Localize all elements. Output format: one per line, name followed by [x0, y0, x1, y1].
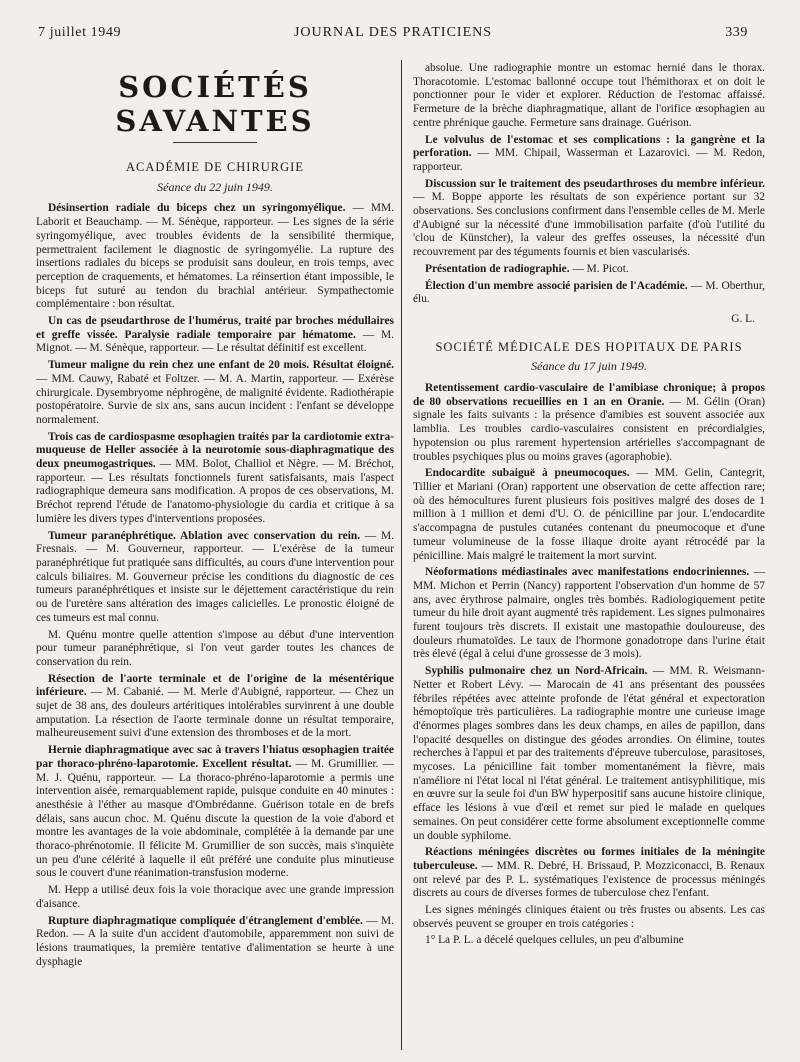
article-text: — M. Grumillier. — M. J. Quénu, rapporteur. — La thoraco-phréno-laparotomie a permis une intervention aisée, remarquablement rapide, puisque conduite en 40 minutes : anesthésie à l'éther au masque d'Ombrédanne. Guérison totale en de brefs délais, sans aucun choc. M. Quénu discute la question de la voie d'abord et montre les avantages de la voie abdominale, complétée à la demande par une thoraco-phrénotomie. Il félicite M. Grumillier de son succès, mais s'inquiète un peu d'une célérité à laquelle il eût préféré une conduite plus minutieuse sous le couvert d'une réanimation-transfusion moderne. — [36, 757, 395, 880]
article-paragraph — [413, 134, 765, 175]
article-text: — MM. Laborit et Beauchamp. — M. Sénèque, rapporteur. — Les signes de la série syringomyélique, avec troubles évidents de la sensibilité thermique, permettraient facilement le diagnostic de syringomyélie. La rupture des insertions radiales du biceps se produisit sans douleur, en trois temps, avec perception de craquements, et hématomes. La réinsertion étant impossible, le biceps fut suturé au tendon du brachial antérieur. Sympathectomie complémentaire : bon résultat. — [36, 202, 394, 311]
article-text: — MM. Gelin, Cantegrit, Tillier et Mariani (Oran) rapportent une observation de cette affection rare; où des hémocultures furent plusieurs fois positives malgré des doses de 1 million à 1 million et demi d'U. O. de pénicilline par jour. L'endocardite s'accompagna de pustules cutanées contenant du pneumocoque et d'une tumeur volumineuse de la fosse iliaque droite ayant rétrocédé par la pénicilline. Mais malgré le traitement la mort survint. — [413, 467, 765, 562]
societe-title: SOCIÉTÉ MÉDICALE DES HOPITAUX DE PARIS — [435, 339, 743, 354]
header-journal-title: JOURNAL DES PRATICIENS — [293, 25, 493, 40]
academie-title: ACADÉMIE DE CHIRURGIE — [126, 160, 304, 174]
article-paragraph — [413, 382, 765, 464]
article-paragraph — [413, 62, 765, 131]
article-title: Néoformations médiastinales avec manifestations endocriniennes. — [425, 566, 750, 579]
right-paragraphs-b — [413, 382, 765, 948]
article-paragraph — [413, 846, 765, 901]
article-title: Discussion sur le traitement des pseudarthroses du membre inférieur. — [425, 177, 765, 190]
header-date: 7 juillet 1949 — [38, 25, 122, 40]
article-title: Réactions méningées discrètes ou formes initiales de la méningite tuberculeuse. — [413, 846, 765, 872]
article-text: M. Quénu montre quelle attention s'impose au début d'une intervention pour tumeur paranéphrétique, si l'on veut garder toutes les chances de conservation du rein. — [36, 628, 394, 668]
article-paragraph — [413, 665, 765, 843]
article-text: — MM. Bolot, Challiol et Nègre. — M. Bréchot, rapporteur. — Les résultats fonctionnels furent satisfaisants, mais l'aspect radiographique demeura sans modification. A propos de ces observations, M. Bréchot reprend l'étude de l'anatomo-physiologie du cardia et critique à sa lumière les divers types d'interventions proposées. — [36, 458, 394, 525]
article-title: Résection de l'aorte terminale et de l'origine de la mésentérique inférieure. — [36, 672, 394, 699]
article-text: — M. Oberthur, élu. — [413, 279, 765, 306]
article-title: Hernie diaphragmatique avec sac à travers l'hiatus œsophagien traitée par thoraco-phréno-laparotomie. Excellent résultat. — [36, 744, 394, 770]
article-paragraph — [36, 431, 394, 527]
right-paragraphs-a — [413, 62, 765, 307]
article-title: Élection d'un membre associé parisien de l'Académie. — [425, 279, 688, 292]
article-paragraph — [36, 915, 394, 970]
article-paragraph — [36, 884, 394, 911]
article-text: 1° La P. L. a décelé quelques cellules, un peu d'albumine — [425, 934, 684, 947]
article-paragraph — [36, 530, 394, 626]
article-title: Rupture diaphragmatique compliquée d'étranglement d'emblée. — [48, 914, 363, 927]
article-text: — M. Fresnais. — M. Gouverneur, rapporteur. — L'exérèse de la tumeur paranéphrétique fut pratiquée sans difficultés, au cours d'une intervention pour calculs biliaires. M. Gouverneur précise les conditions du diagnostic de ces tumeurs paranéphrétiques et insiste sur le déjettement caractéristique du rein ou de l'uretère sans altération des images calicielles. Le pronostic éloigné de ces tumeurs est mal connu. — [36, 529, 395, 624]
societe-seance: Séance du 17 juin 1949. — [531, 359, 647, 374]
article-paragraph — [413, 280, 765, 307]
article-title: Retentissement cardio-vasculaire de l'amibiase chronique; à propos de 80 observations recueillies en 1 an en Oranie. — [413, 382, 765, 408]
article-title: Le volvulus de l'estomac et ses complications : la gangrène et la perforation. — [413, 133, 765, 160]
article-text: — MM. Michon et Perrin (Nancy) rapportent l'observation d'un homme de 57 ans, avec érythrose palmaire, ongles très bombés. Radiologiquement petite tumeur du hile droit ayant augmenté très rapidement. Les signes pulmonaires furent toujours très discrets. Il existait une mastopathie douloureuse, des douleurs rhumatoïdes. Le taux de l'hormone gonadotrope dans l'urine était très élevé (égal à celui d'une grossesse de 3 mois). — [413, 566, 765, 661]
article-title: Endocardite subaiguë à pneumocoques. — [425, 467, 630, 480]
article-title: Présentation de radiographie. — [425, 262, 570, 275]
signature: G. L. — [731, 312, 755, 325]
article-title: Désinsertion radiale du biceps chez un syringomyélique. — [48, 202, 346, 215]
article-paragraph — [36, 673, 394, 742]
article-text: — M. Boppe apporte les résultats de son expérience portant sur 32 observations. Ses conclusions confirment dans l'ensemble celles de M. Merle d'Aubigné sur la nécessité d'une immobilisation parfaite (d'où l'utilité du 'clou de Künstcher), la valeur des greffes osseuses, la nécessité d'un recouvrement par des téguments fournis et bien vascularisés. — [413, 191, 765, 259]
article-text: M. Hepp a utilisé deux fois la voie thoracique avec une grande impression d'aisance. — [36, 884, 394, 910]
title-rule — [173, 142, 257, 143]
article-text: absolue. Une radiographie montre un estomac hernié dans le thorax. Thoracotomie. L'estomac ballonné occupe tout l'hémithorax et on doit le ponctionner pour le vider et explorer. Réduction de l'estomac affaissé. Fermeture de la brèche diaphragmatique, allant de l'orifice œsophagien au centre phrénique gauche. Fermeture sans drainage. Guérison. — [413, 62, 765, 129]
left-paragraphs — [36, 202, 394, 969]
article-text: — M. Redon. — A la suite d'un accident d'automobile, apparemment non suivi de lésions traumatiques, la première tentative d'alimentation se heurte à une dysphagie — [36, 914, 394, 968]
article-paragraph — [413, 263, 765, 277]
article-paragraph — [413, 566, 765, 662]
article-title: Trois cas de cardiospasme œsophagien traités par la cardiotomie extra-muqueuse de Heller associée à la neurotomie sous-diaphragmatique des deux pneumogastriques. — [36, 430, 394, 471]
article-text: — MM. Cauwy, Rabaté et Foltzer. — M. A. Martin, rapporteur. — Exérèse chirurgicale. Dysembryome néphrogène, de malignité évidente. Radiothérapie postopératoire. Survie de six ans, sans aucun incident : l'enfant se développe normalement. — [36, 372, 394, 426]
article-paragraph — [413, 178, 765, 260]
article-text: — M. Gélin (Oran) signale les faits suivants : la présence d'amibies est souvent associée aux lamblia. Les troubles cardio-vasculaires consistent en précordialgies, hypotension ou plus rarement hypertension artérielles s'accompagnant de troubles psychiques plus ou moins graves (agoraphobie). — [413, 395, 765, 463]
article-text: — M. Cabanié. — M. Merle d'Aubigné, rapporteur. — Chez un sujet de 38 ans, des douleurs artéritiques intolérables survinrent à une double amputation. La résection de l'aorte terminale donne un résultat temporaire, malheureusement suivi d'une extension des thromboses et de la mort. — [36, 686, 394, 740]
article-paragraph — [36, 202, 394, 312]
article-paragraph — [36, 359, 394, 428]
article-text: — MM. R. Weismann-Netter et Robert Lévy. — Marocain de 41 ans présentant des poussées fébriles répétées avec atteinte profonde de l'état général et expectoration hémoptoïque très particulières. La radiographie montre une curieuse image d'énormes plages sombres dans les deux champs, en ailes de papillon, dans l'opacité desquelles on distingue des géodes arrondies. On élimine, toutes recherches à l'appui et par des traitements d'épreuve tuberculose, parasitoses, mycoses. La pénicilline fait tomber momentanément la fièvre, mais n'améliore ni l'état local ni l'état général. Le traitement antisyphilitique, mis en œuvre sur la seule foi d'un BW hyperpositif sans aucune histoire clinique, efface les lésions à vue d'œil et remet sur pied le malade en quelques semaines. On peut considérer cette forme absolument exceptionnelle comme un double syphilome. — [413, 665, 765, 842]
article-title: Tumeur maligne du rein chez une enfant de 20 mois. Résultat éloigné. — [48, 359, 394, 372]
article-paragraph — [413, 904, 765, 931]
article-text: Les signes méningés cliniques étaient ou très frustes ou absents. Les cas observés peuvent se grouper en trois catégories : — [413, 904, 765, 930]
article-title: Syphilis pulmonaire chez un Nord-Africain. — [425, 665, 648, 678]
running-header — [38, 25, 748, 49]
article-text: — MM. Chipail, Wasserman et Lazarovici. — M. Redon, rapporteur. — [413, 147, 765, 173]
academie-seance: Séance du 22 juin 1949. — [157, 179, 273, 194]
right-column — [413, 62, 765, 951]
column-divider — [401, 60, 402, 1050]
article-text: — MM. R. Debré, H. Brissaud, P. Mozziconacci, B. Renaux ont relevé par des P. L. systématiques l'existence de processus méningés discrets au cours de diverses formes de tuberculose chez l'enfant. — [413, 859, 765, 900]
article-paragraph — [413, 934, 765, 948]
article-text: — M. Picot. — [569, 262, 629, 275]
article-text: — M. Mignot. — M. Sénèque, rapporteur. — Le résultat définitif est excellent. — [36, 328, 394, 355]
header-page-number: 339 — [725, 25, 748, 40]
article-title: Un cas de pseudarthrose de l'humérus, traité par broches médullaires et greffe vissée. Paralysie radiale temporaire par hématome. — [36, 315, 394, 341]
article-title: Tumeur paranéphrétique. Ablation avec conservation du rein. — [48, 529, 361, 542]
left-column — [36, 62, 394, 972]
section-banner: SOCIÉTÉS SAVANTES — [115, 70, 315, 138]
article-paragraph — [413, 467, 765, 563]
article-paragraph — [36, 744, 394, 881]
article-paragraph — [36, 629, 394, 670]
article-paragraph — [36, 315, 394, 356]
